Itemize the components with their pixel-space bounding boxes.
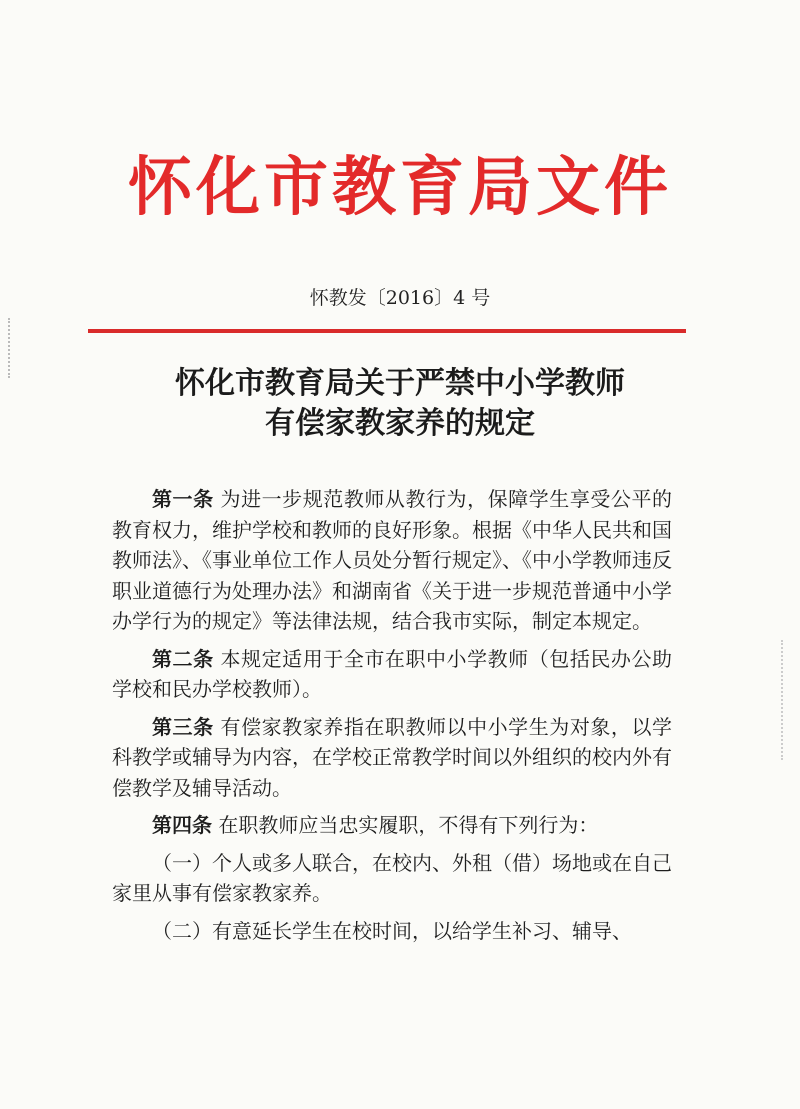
article-label: 第一条 <box>152 487 214 511</box>
red-divider-line <box>88 329 686 333</box>
article-4 <box>112 810 672 841</box>
article-label: 第三条 <box>152 714 214 739</box>
item-1: （一）个人或多人联合，在校内、外租（借）场地或在自己家里从事有偿家教家养。 <box>112 850 672 905</box>
document-title-line-2: 有偿家教家养的规定 <box>265 406 535 441</box>
article-3 <box>112 712 672 804</box>
article-text: 本规定适用于全市在职中小学教师（包括民办公助学校和民办学校教师）。 <box>112 646 673 701</box>
scan-margin-mark <box>781 640 786 760</box>
article-text: 在职教师应当忠实履职，不得有下列行为： <box>212 813 599 837</box>
item-2: （二）有意延长学生在校时间，以给学生补习、辅导、 <box>152 918 632 943</box>
article-text: 有偿家教家养指在职教师以中小学生为对象，以学科教学或辅导为内容，在学校正常教学时间以外组织的校内外有偿教学及辅导活动。 <box>112 714 673 800</box>
document-body <box>112 484 672 946</box>
article-2 <box>112 644 672 705</box>
article-1 <box>112 484 672 637</box>
article-label: 第二条 <box>152 646 214 671</box>
article-label: 第四条 <box>152 813 212 837</box>
article-text: 为进一步规范教师从教行为，保障学生享受公平的教育权力，维护学校和教师的良好形象。根据《中华人民共和国教师法》、《事业单位工作人员处分暂行规定》、《中小学教师违反职业道德行为处理办法》和湖南省《关于进一步规范普通中小学办学行为的规定》等法律法规，结合我市实际，制定本规定。 <box>112 487 673 633</box>
document-title-line-1: 怀化市教育局关于严禁中小学教师 <box>175 366 625 401</box>
document-title <box>0 364 800 444</box>
document-number: 怀教发〔2016〕4 号 <box>309 287 491 309</box>
red-header-title: 怀化市教育局文件 <box>128 150 672 225</box>
